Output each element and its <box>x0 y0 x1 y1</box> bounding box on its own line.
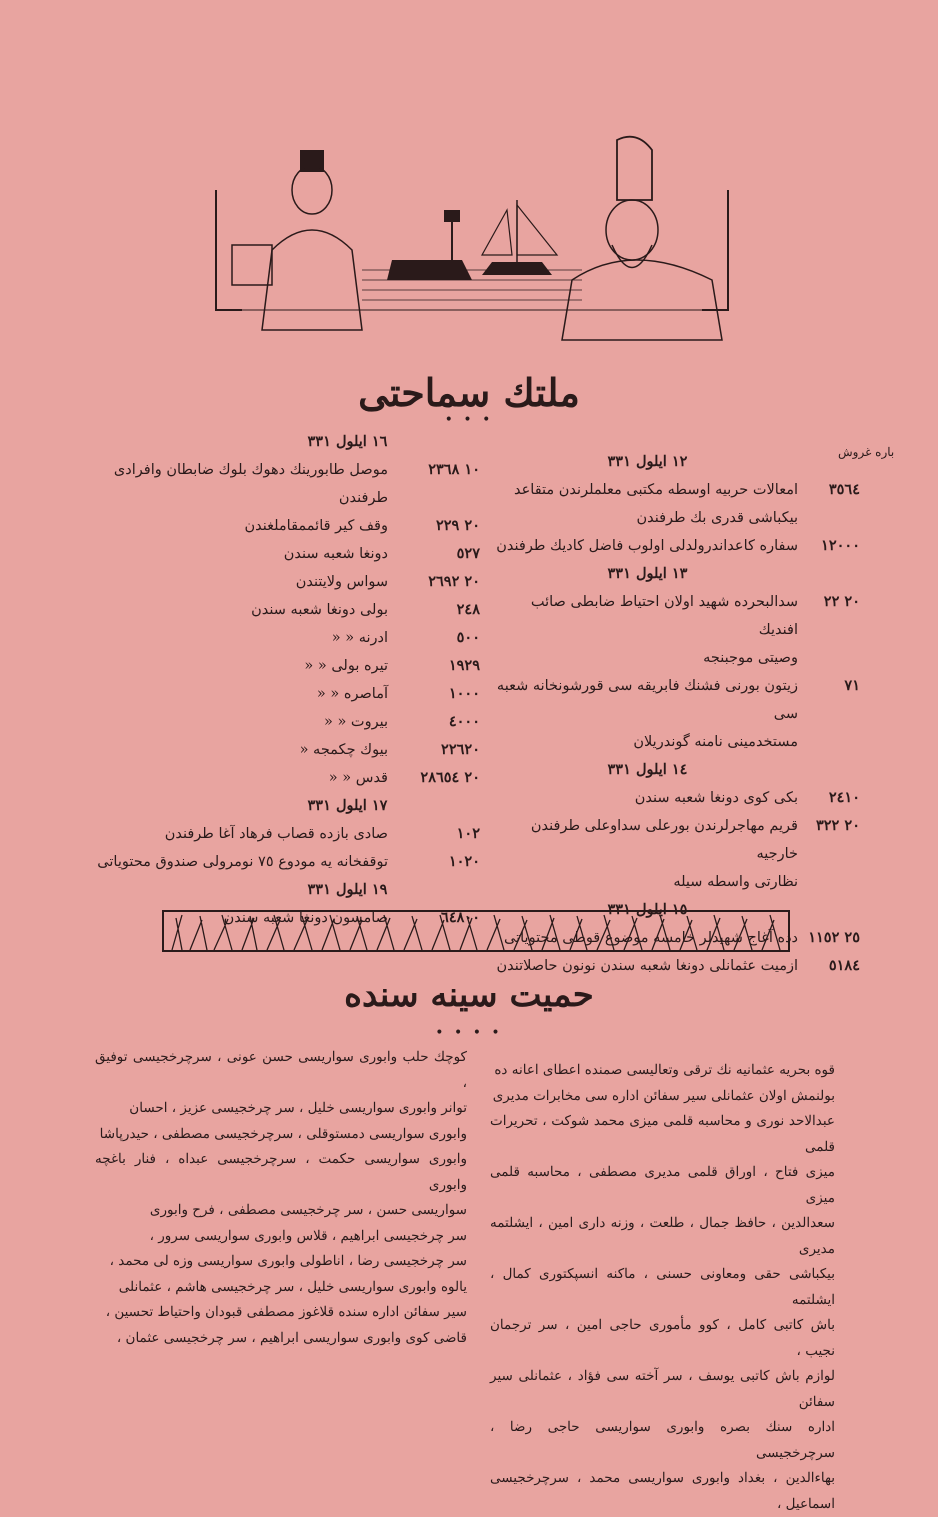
donation-amount: ١٠ ٢٣٦٨ <box>428 461 480 478</box>
donation-desc: دونغا شعبه سندن <box>283 546 388 562</box>
article-line: سعدالدين ، حافظ جمال ، طلعت ، وزنه داری امين ، ايشلتمه مديری <box>490 1215 835 1257</box>
article-line: عبدالاحد نوری و محاسبه قلمی ميزی محمد شوكت ، تحريرات قلمی <box>490 1113 835 1155</box>
article-line: ميزی فتاح ، اوراق قلمی مديری مصطفى ، محاسبه قلمی ميزی <box>490 1164 835 1206</box>
article-line: بيكباشی حقی ومعاونی حسنی ، ماكنه انسپكتوری كمال ، ايشلتمه <box>490 1266 835 1308</box>
donation-amount: ٢٤٨ <box>456 601 480 618</box>
currency-label: باره غروش <box>838 445 895 459</box>
article-right-column <box>490 1058 835 1517</box>
article-line: بولنمش اولان عثمانلی سير سفائن اداره سی مخابرات مديری <box>492 1087 835 1104</box>
donation-amount: ٢٢٦٢٠ <box>441 741 480 758</box>
donation-amount: ١٠٠٠ <box>448 685 480 702</box>
donation-row <box>495 812 860 896</box>
donation-desc: تيره بولی « « <box>304 658 388 674</box>
article-line: سير سفائن اداره سنده قلاغوز مصطفى قبودان واحتياط تحسين ، <box>105 1304 467 1320</box>
donation-desc: توقفخانه يه مودوع ٧٥ نومرولی صندوق محتوياتی <box>97 854 388 870</box>
donation-row <box>95 512 480 540</box>
donation-row <box>495 588 860 672</box>
article-line: قوه بحريه عثمانيه نك ترقی وتعاليسی صمنده اعطای اعانه ده <box>494 1062 835 1078</box>
donation-desc: بولی دونغا شعبه سندن <box>251 602 388 618</box>
donation-row <box>95 680 480 708</box>
article-line: قاضی كوی وابوری سواريسی ابراهيم ، سر چرخجيسی عثمان ، <box>116 1329 467 1346</box>
donation-amount: ١٠٢٠ <box>448 853 480 870</box>
donations-left-column <box>95 428 480 932</box>
donation-desc: سفاره كاعداندرولدلی اولوب فاضل كاديك طرفندن <box>496 538 798 554</box>
donation-amount: ٦٤٨٠٠ <box>441 909 480 926</box>
donation-desc: بيوك چكمجه « <box>299 742 388 758</box>
section-title-patriotism: حميت سينه سنده <box>344 975 594 1015</box>
donation-amount: ٢٠ ٢٦٩٢ <box>428 573 480 590</box>
donation-amount: ٢٥ ١١٥٢ <box>808 929 860 946</box>
donation-desc-line: زيتون بورنی فشنك فابريقه سی قورشونخانه شعبه سی <box>496 678 798 722</box>
donation-row <box>95 596 480 624</box>
donation-desc: بيروت « « <box>323 714 388 730</box>
article-line: سر چرخجيسی ابراهيم ، قلاس وابوری سواريسی سرور ، <box>149 1227 467 1244</box>
donation-desc-line: مستخدمينی نامنه گوندريلان <box>633 734 798 750</box>
donation-row <box>95 652 480 680</box>
donation-amount: ١٠٢ <box>456 825 480 842</box>
donation-row <box>495 476 860 532</box>
article-line: لوازم باش كاتبی يوسف ، سر آخته سی فؤاد ، عثمانلی سير سفائن <box>490 1368 835 1410</box>
decorative-grass-border <box>162 910 790 952</box>
donation-desc-line: وصيتی موجبنجه <box>703 650 798 666</box>
article-line: توانر وابوری سواريسی خليل ، سر چرخجيسی عزيز ، احسان <box>129 1100 467 1116</box>
date-heading: ١٣ ايلول ٣٣١ <box>607 565 688 582</box>
donation-desc: ادرنه « « <box>331 630 388 646</box>
donation-desc-line: نظارتی واسطه سيله <box>673 874 798 890</box>
donation-amount: ٥٠٠ <box>456 629 480 646</box>
date-heading: ١٥ ايلول ٣٣١ <box>607 901 688 918</box>
date-heading: ١٩ ايلول ٣٣١ <box>307 881 388 898</box>
donation-row <box>95 568 480 596</box>
donation-row <box>95 848 480 876</box>
donation-amount: ٢٠ ٣٢٢ <box>815 817 860 834</box>
donation-desc: بكی كوی دونغا شعبه سندن <box>634 790 798 806</box>
donation-amount: ٢٠ ٢٨٦٥٤ <box>420 769 480 786</box>
donation-row <box>495 672 860 756</box>
donation-desc-line: سدالبحرده شهيد اولان احتياط ضابطی صائب افنديك <box>530 594 798 638</box>
donation-desc <box>495 476 798 532</box>
article-line: وابوری سواريسی حكمت ، سرچرخجيسی عبداه ، فنار باغچه وابوری <box>95 1151 467 1193</box>
donation-row <box>95 820 480 848</box>
date-heading: ١٧ ايلول ٣٣١ <box>307 797 388 814</box>
date-heading: ١٦ ايلول ٣٣١ <box>307 433 388 450</box>
title-ornament-dots: • • • <box>444 412 494 428</box>
article-line: باش كاتبی كامل ، كوو مأموری حاجی امين ، سر ترجمان نجيب ، <box>490 1317 835 1359</box>
donation-desc: دده آغاج شهيدلر خامسه موضوع قوطی محتوياتی <box>504 930 798 946</box>
donation-desc: وقف كير قائممقاملغندن <box>244 518 388 534</box>
donation-desc-line: امعالات حربيه اوسطه مكتبی معلملرندن متقاعد <box>514 482 798 498</box>
article-line: سواريسی حسن ، سر چرخجيسی مصطفى ، فرح وابوری <box>149 1202 467 1218</box>
donation-row <box>95 624 480 652</box>
engraving-icon <box>212 130 732 345</box>
date-heading: ١٤ ايلول ٣٣١ <box>607 761 688 778</box>
donation-row <box>495 532 860 560</box>
donation-desc: موصل طابورينك دهوك بلوك ضابطان وافرادی طرفندن <box>113 462 388 506</box>
donation-row <box>95 736 480 764</box>
donation-amount: ٥١٨٤ <box>828 957 860 974</box>
donation-amount: ٣٥٦٤ <box>828 481 860 498</box>
donation-row <box>495 784 860 812</box>
donation-desc: ازميت عثمانلی دونغا شعبه سندن نونون حاصلاتندن <box>496 958 798 974</box>
donation-amount: ٢٠ ٢٢ <box>823 593 860 610</box>
donation-desc: صامسون دونغا شعبه سندن <box>223 910 388 926</box>
donation-amount: ٤٠٠٠ <box>448 713 480 730</box>
donation-desc <box>495 588 798 672</box>
article-line: كوچك حلب وابوری سواريسی حسن عونی ، سرچرخجيسی توفيق ، <box>95 1049 467 1091</box>
donation-row <box>95 764 480 792</box>
article-line: سر چرخجيسی رضا ، اناطولی وابوری سواريسی وزه لی محمد ، <box>109 1253 467 1269</box>
date-heading: ١٢ ايلول ٣٣١ <box>607 453 688 470</box>
article-line: وابوری سواريسی دمستوقلی ، سرچرخجيسی مصطفى ، حيدرپاشا <box>99 1125 467 1142</box>
donation-row <box>95 540 480 568</box>
donation-amount: ٧١ <box>844 677 860 694</box>
donation-row <box>95 456 480 512</box>
donation-desc-line: قريم مهاجرلرندن بورعلی سداوعلی طرفندن خارجيه <box>530 818 798 862</box>
donation-desc-line: بيكباشی قدری بك طرفندن <box>636 510 798 526</box>
article-line: اداره سنك بصره وابوری سواريسی حاجی رضا ، سرچرخجيسی <box>490 1419 835 1461</box>
donations-right-column <box>495 448 860 980</box>
donation-amount: ٢٠ ٢٢٩ <box>435 517 480 534</box>
donation-desc <box>495 812 798 896</box>
engraving-illustration <box>212 130 732 345</box>
donation-row <box>95 708 480 736</box>
donation-desc: قدس « « <box>328 770 388 786</box>
donation-desc <box>495 672 798 756</box>
donation-amount: ٥٢٧ <box>456 545 480 562</box>
title-ornament-dots: • • • • <box>435 1025 503 1041</box>
grass-border-icon <box>162 910 790 952</box>
donation-amount: ٢٤١٠ <box>828 789 860 806</box>
donation-desc: آماصره « « <box>316 686 388 702</box>
donation-amount: ١٢٠٠٠ <box>821 537 860 554</box>
article-line: بهاءالدين ، بغداد وابوری سواريسی محمد ، سرچرخجيسی اسماعيل ، <box>490 1470 835 1512</box>
section-title-national-generosity: ملتك سماحتی <box>358 370 580 415</box>
donation-desc: سواس ولايتندن <box>295 574 388 590</box>
donation-desc: صادی بازده قصاب فرهاد آغا طرفندن <box>164 826 388 842</box>
article-line: يالوه وابوری سواريسی خليل ، سر چرخجيسی هاشم ، عثمانلی <box>118 1278 467 1295</box>
donation-amount: ١٩٢٩ <box>448 657 480 674</box>
article-left-column <box>95 1045 467 1351</box>
